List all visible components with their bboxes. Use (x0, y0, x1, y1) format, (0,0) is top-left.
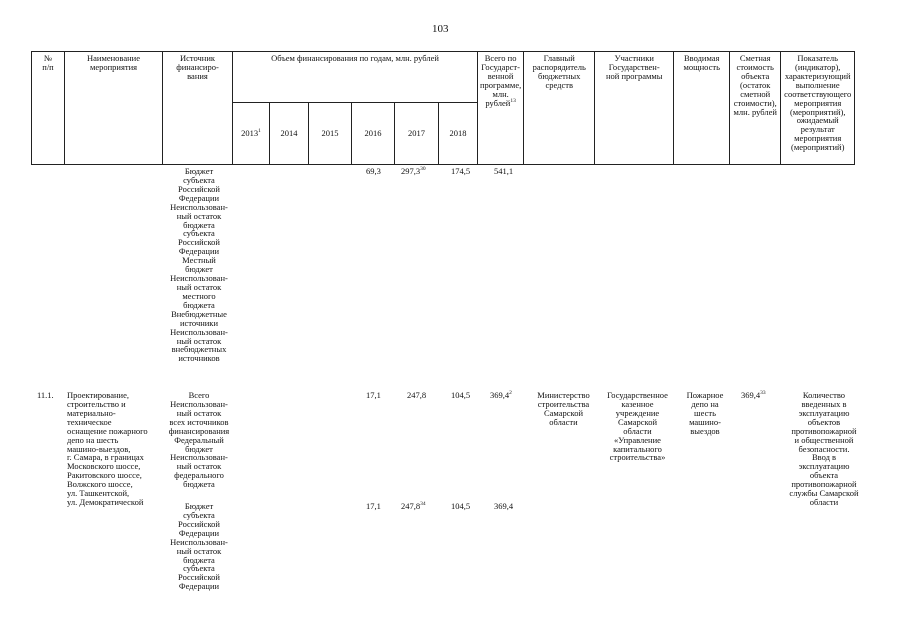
block2-cost: 369,4$^{33}$ (741, 390, 766, 400)
block2-all-total: 369,4$^2$ (490, 390, 512, 400)
block2-region-value-2018: 104,5 (451, 501, 471, 511)
col-indicator-header: Показатель (индикатор), характеризующий выполнение соответствующего мероприятия (мероприятий), ожидаемый результат мероприятия (мероприятий) (781, 52, 855, 165)
col-capacity-header: Вводимая мощность (674, 52, 730, 165)
block2-manager: Министерство строительства Самарской области (537, 390, 590, 427)
block2-sources-bottom: Бюджет субъекта Российской Федерации Неиспользован- ный остаток бюджета субъекта Российской Федерации (170, 501, 228, 592)
col-total-footnote: 13 (510, 97, 516, 104)
block2-region-total: 369,4 (494, 501, 514, 511)
year-2015-header: 2015 (309, 103, 352, 165)
block2-all-value-2016: 17,1 (366, 390, 381, 400)
block2-indicator: Количество введенных в эксплуатацию объектов противопожарной и общественной безопасности. Ввод в эксплуатацию объекта противопожарной службы Самарской области (789, 390, 859, 508)
block1-value-2018: 174,5 (451, 166, 471, 176)
year-2018-header: 2018 (439, 103, 478, 165)
block2-region-value-2017: 247,8$^{34}$ (401, 501, 426, 511)
block2-cost-footnote: 33 (760, 390, 766, 397)
col-total-header: Всего по Государст- венной программе, млн. рублей$^{13}$ (478, 52, 524, 165)
col-participants-header: Участники Государствен- ной программы (595, 52, 674, 165)
col-name-header: Наименование мероприятия (65, 52, 163, 165)
block1-value-2016: 69,3 (366, 166, 381, 176)
block2-all-value-2018: 104,5 (451, 390, 471, 400)
year-2016-header: 2016 (352, 103, 395, 165)
col-number-header: № п/п (32, 52, 65, 165)
block2-region-value-2017-footnote: 34 (420, 501, 426, 508)
block2-all-value-2017: 247,8 (407, 390, 427, 400)
year-2013-footnote: 1 (258, 128, 261, 135)
col-volume-header: Объем финансирования по годам, млн. рублей (233, 52, 478, 103)
col-source-header: Источник финансиро- вания (163, 52, 233, 165)
block2-region-value-2016: 17,1 (366, 501, 381, 511)
col-manager-header: Главный распорядитель бюджетных средств (524, 52, 595, 165)
col-cost-header: Сметная стоимость объекта (остаток сметной стоимости), млн. рублей (730, 52, 781, 165)
block2-all-total-footnote: 2 (509, 390, 512, 397)
block1-total: 541,1 (494, 166, 514, 176)
year-2013-header: 2013$^1$ (233, 103, 270, 165)
block1-value-2017-footnote: 30 (420, 166, 426, 173)
year-2014-header: 2014 (270, 103, 309, 165)
page-number: 103 (432, 23, 449, 35)
block2-number: 11.1. (37, 390, 54, 400)
block2-measure-name: Проектирование, строительство и материально- техническое оснащение пожарного депо на шесть машино-выездов, г. Самара, в границах Московского шоссе, Ракитовского шоссе, Волжского шоссе, ул. Ташкентской, ул. Демократической (67, 390, 148, 508)
block1-sources: Бюджет субъекта Российской Федерации Неиспользован- ный остаток бюджета субъекта Российской Федерации Местный бюджет Неиспользован- ный остаток местного бюджета Внебюджетные источники Неиспользован- ный остаток внебюджетных источников (170, 166, 228, 364)
header-table (31, 51, 855, 165)
block2-participants: Государственное казенное учреждение Самарской области «Управление капитального строительства» (607, 390, 668, 463)
year-2017-header: 2017 (395, 103, 439, 165)
block1-value-2017: 297,3$^{30}$ (401, 166, 426, 176)
block2-sources-top: Всего Неиспользован- ный остаток всех источников финансирования Федеральный бюджет Неиспользован- ный остаток федерального бюджета (168, 390, 230, 490)
block2-capacity: Пожарное депо на шесть машино- выездов (686, 390, 724, 436)
